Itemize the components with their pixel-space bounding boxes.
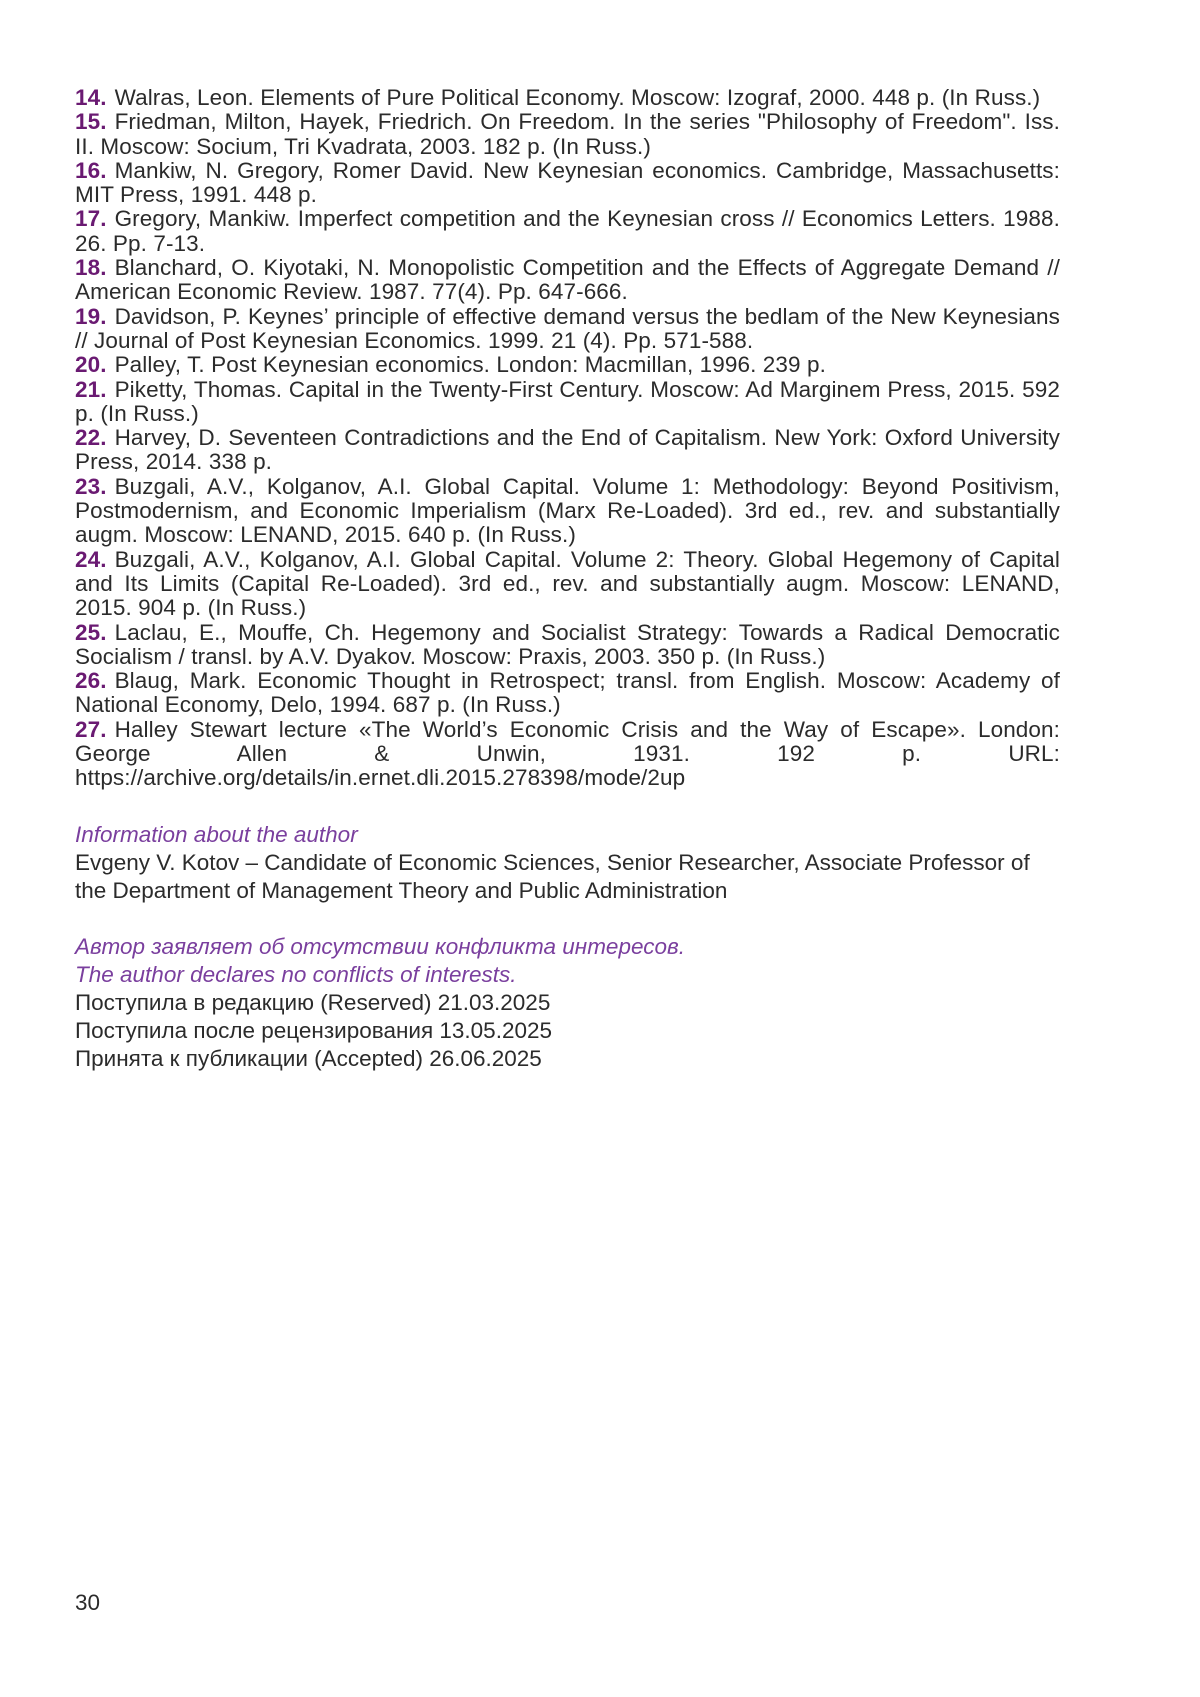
reference-item bbox=[75, 548, 1060, 621]
reference-number: 21. bbox=[75, 376, 107, 402]
reference-number: 27. bbox=[75, 716, 107, 742]
reference-item bbox=[75, 305, 1060, 354]
reference-number: 14. bbox=[75, 85, 107, 110]
reference-text: Gregory, Mankiw. Imperfect competition and the Keynesian cross // Economics Letters. 1988. 26. Pp. 7-13. bbox=[75, 206, 1060, 256]
reference-item bbox=[75, 475, 1060, 548]
reference-item bbox=[75, 110, 1060, 159]
reference-text: Blaug, Mark. Economic Thought in Retrospect; transl. from English. Moscow: Academy of National Economy, Delo, 1994. 687 p. (In Russ.) bbox=[75, 668, 1060, 718]
reference-number: 18. bbox=[75, 255, 107, 281]
reference-list bbox=[75, 86, 1060, 791]
reference-text: Walras, Leon. Elements of Pure Political Economy. Moscow: Izograf, 2000. 448 p. (In Russ.) bbox=[114, 85, 1041, 110]
reference-number: 23. bbox=[75, 473, 107, 499]
conflict-statement-ru: Автор заявляет об отсутствии конфликта интересов. bbox=[75, 933, 685, 959]
page-number: 30 bbox=[75, 1590, 101, 1615]
reference-text: Laclau, E., Mouffe, Ch. Hegemony and Socialist Strategy: Towards a Radical Democratic Socialism / transl. by A.V. Dyakov. Moscow: Praxis, 2003. 350 p. (In Russ.) bbox=[75, 619, 1060, 669]
revised-date: Поступила после рецензирования 13.05.2025 bbox=[75, 1017, 552, 1043]
reference-text: Blanchard, O. Kiyotaki, N. Monopolistic Competition and the Effects of Aggregate Demand // American Economic Review. 1987. 77(4). Pp. 647-666. bbox=[75, 255, 1060, 305]
reference-item bbox=[75, 378, 1060, 427]
reference-item bbox=[75, 426, 1060, 475]
reference-item bbox=[75, 353, 1060, 377]
reference-number: 17. bbox=[75, 206, 107, 232]
reference-item bbox=[75, 86, 1060, 110]
reference-text: Palley, T. Post Keynesian economics. London: Macmillan, 1996. 239 p. bbox=[114, 352, 826, 378]
author-info-heading: Information about the author bbox=[75, 821, 358, 847]
reference-number: 26. bbox=[75, 668, 107, 694]
reference-item bbox=[75, 256, 1060, 305]
page-content bbox=[75, 86, 1060, 1073]
reference-text: Halley Stewart lecture «The World’s Economic Crisis and the Way of Escape». London: George Allen & Unwin, 1931. 192 p. URL: https://archive.org/details/in.ernet.dli.2015.278398/mode/2up bbox=[75, 716, 1060, 791]
declarations-section bbox=[75, 933, 1060, 1073]
reference-item bbox=[75, 621, 1060, 670]
reference-text: Harvey, D. Seventeen Contradictions and the End of Capitalism. New York: Oxford University Press, 2014. 338 p. bbox=[75, 425, 1060, 475]
conflict-statement-en: The author declares no conflicts of interests. bbox=[75, 961, 517, 987]
reference-text: Buzgali, A.V., Kolganov, A.I. Global Capital. Volume 1: Methodology: Beyond Positivism, Postmodernism, and Economic Imperialism (Marx Re-Loaded). 3rd ed., rev. and substantially augm. Moscow: LENAND, 2015. 640 p. (In Russ.) bbox=[75, 473, 1060, 548]
reference-text: Piketty, Thomas. Capital in the Twenty-First Century. Moscow: Ad Marginem Press, 2015. 592 p. (In Russ.) bbox=[75, 376, 1060, 426]
reference-number: 16. bbox=[75, 157, 107, 183]
author-info-text: Evgeny V. Kotov – Candidate of Economic Sciences, Senior Researcher, Associate Professor of the Department of Management Theory and Public Administration bbox=[75, 849, 1030, 903]
reference-item bbox=[75, 159, 1060, 208]
reference-item bbox=[75, 669, 1060, 718]
reference-number: 22. bbox=[75, 425, 107, 451]
author-info-section bbox=[75, 821, 1060, 905]
reference-text: Buzgali, A.V., Kolganov, A.I. Global Capital. Volume 2: Theory. Global Hegemony of Capital and Its Limits (Capital Re-Loaded). 3rd ed., rev. and substantially augm. Moscow: LENAND, 2015. 904 p. (In Russ.) bbox=[75, 546, 1060, 621]
reference-text: Friedman, Milton, Hayek, Friedrich. On Freedom. In the series "Philosophy of Freedom". Iss. II. Moscow: Socium, Tri Kvadrata, 2003. 182 p. (In Russ.) bbox=[75, 109, 1060, 159]
reference-item bbox=[75, 207, 1060, 256]
reference-number: 24. bbox=[75, 546, 107, 572]
accepted-date: Принята к публикации (Accepted) 26.06.2025 bbox=[75, 1045, 542, 1071]
reference-number: 25. bbox=[75, 619, 107, 645]
reference-number: 20. bbox=[75, 352, 107, 378]
reference-number: 19. bbox=[75, 303, 107, 329]
reference-text: Mankiw, N. Gregory, Romer David. New Keynesian economics. Cambridge, Massachusetts: MIT Press, 1991. 448 p. bbox=[75, 157, 1060, 208]
reference-item bbox=[75, 718, 1060, 791]
reference-text: Davidson, P. Keynes’ principle of effective demand versus the bedlam of the New Keynesians // Journal of Post Keynesian Economics. 1999. 21 (4). Pp. 571-588. bbox=[75, 303, 1060, 353]
reference-number: 15. bbox=[75, 109, 107, 135]
received-date: Поступила в редакцию (Reserved) 21.03.2025 bbox=[75, 989, 551, 1015]
